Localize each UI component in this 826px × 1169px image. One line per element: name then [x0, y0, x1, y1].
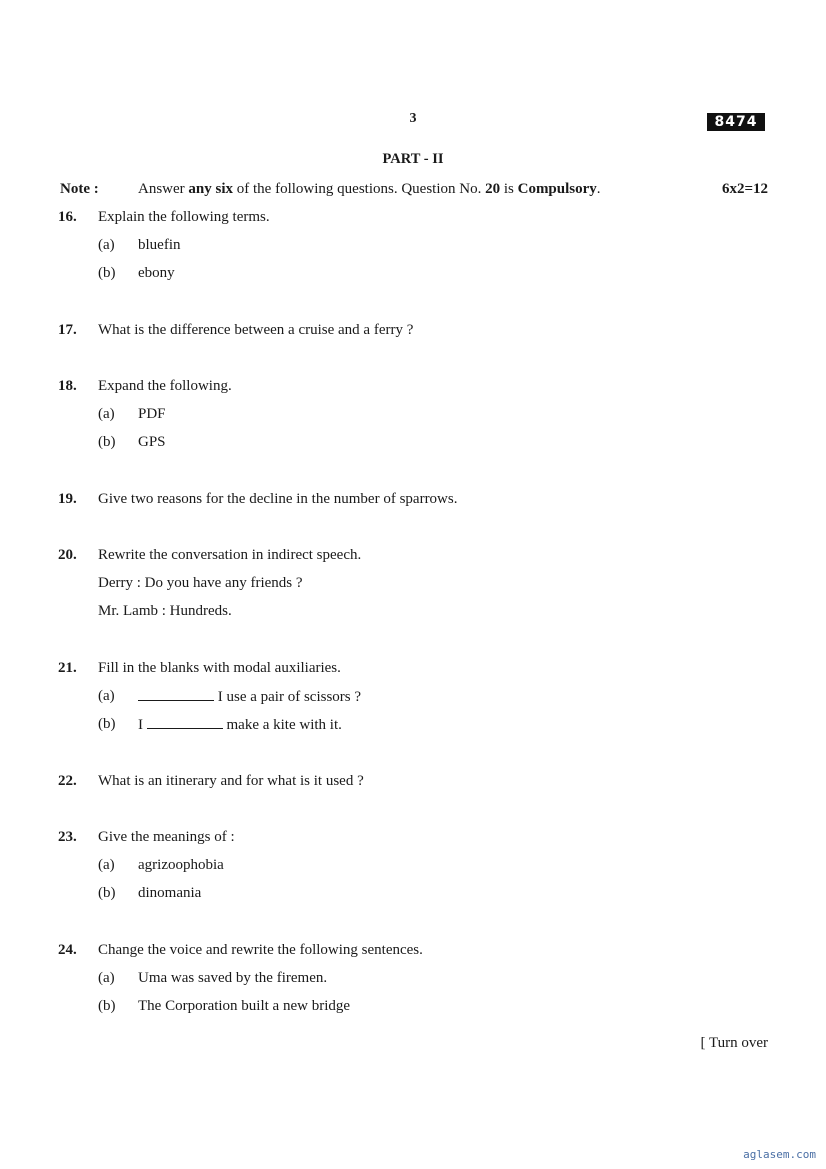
option-label: (a): [98, 857, 115, 873]
question-text: Expand the following.: [98, 378, 232, 394]
turn-over-note: [ Turn over: [700, 1035, 768, 1051]
option-text: The Corporation built a new bridge: [138, 998, 351, 1014]
question-text: Explain the following terms.: [98, 209, 270, 225]
question-number: 21.: [58, 660, 77, 676]
question-number: 18.: [58, 378, 77, 394]
dialogue-line: Mr. Lamb : Hundreds.: [98, 603, 232, 619]
option-label: (a): [98, 688, 115, 704]
option-label: (b): [98, 434, 116, 450]
question-text: Fill in the blanks with modal auxiliaries.: [98, 660, 341, 676]
question-number: 19.: [58, 491, 77, 507]
option-label: (a): [98, 406, 115, 422]
question-number: 17.: [58, 322, 77, 338]
question-number: 16.: [58, 209, 77, 225]
paper-code-badge: 8474: [707, 113, 765, 131]
option-text: Uma was saved by the firemen.: [138, 970, 328, 986]
question-text: Give the meanings of :: [98, 829, 235, 845]
answer-blank: [138, 688, 214, 701]
question-text: What is an itinerary and for what is it used ?: [98, 773, 364, 789]
option-label: (a): [98, 970, 115, 986]
note-text: Answer any six of the following questions. Question No. 20 is Compulsory.: [138, 181, 601, 197]
part-title: PART - II: [382, 151, 444, 167]
option-text: GPS: [138, 434, 166, 450]
question-number: 23.: [58, 829, 77, 845]
question-number: 22.: [58, 773, 77, 789]
option-text: bluefin: [138, 237, 181, 253]
option-text: PDF: [138, 406, 166, 422]
question-text: What is the difference between a cruise and a ferry ?: [98, 322, 414, 338]
option-text: agrizoophobia: [138, 857, 224, 873]
option-label: (a): [98, 237, 115, 253]
question-text: Rewrite the conversation in indirect speech.: [98, 547, 362, 563]
option-text: ebony: [138, 265, 175, 281]
question-text: Give two reasons for the decline in the number of sparrows.: [98, 491, 458, 507]
page-number: 3: [409, 111, 417, 126]
option-label: (b): [98, 265, 116, 281]
question-number: 24.: [58, 942, 77, 958]
watermark: aglasem.com: [743, 1148, 816, 1161]
dialogue-line: Derry : Do you have any friends ?: [98, 575, 303, 591]
option-text: I make a kite with it.: [138, 717, 342, 733]
option-text: I use a pair of scissors ?: [138, 688, 361, 706]
question-number: 20.: [58, 547, 77, 563]
option-label: (b): [98, 998, 116, 1014]
question-text: Change the voice and rewrite the following sentences.: [98, 942, 423, 958]
answer-blank: [147, 716, 223, 729]
option-text: dinomania: [138, 885, 202, 901]
marks-allocation: 6x2=12: [721, 181, 768, 197]
option-label: (b): [98, 885, 116, 901]
option-label: (b): [98, 716, 116, 732]
note-label: Note :: [60, 181, 99, 197]
